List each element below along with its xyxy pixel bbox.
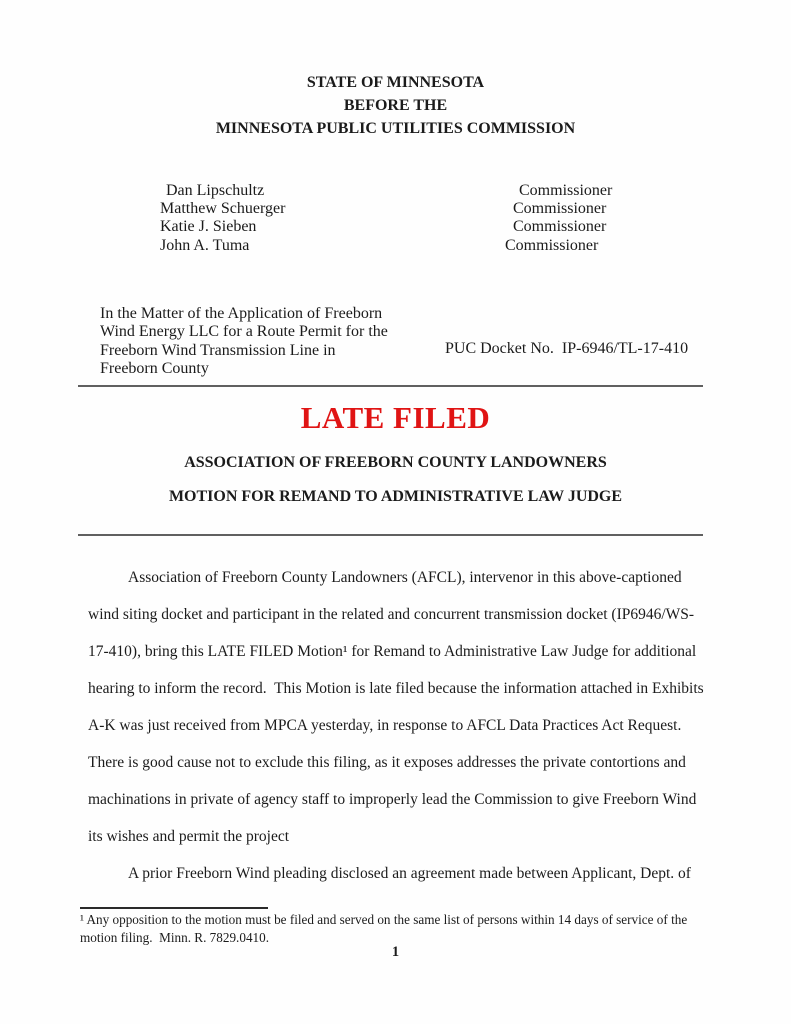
body-line: wind siting docket and participant in the related and concurrent transmission docket (IP6946/WS- bbox=[88, 606, 695, 623]
caption-line: Wind Energy LLC for a Route Permit for the bbox=[100, 323, 388, 341]
commissioner-name: John A. Tuma bbox=[160, 236, 250, 254]
case-caption bbox=[100, 305, 430, 378]
footnote-line: motion filing. Minn. R. 7829.0410. bbox=[80, 929, 270, 945]
footnote-line: ¹ Any opposition to the motion must be filed and served on the same list of persons within 14 days of service of the bbox=[80, 912, 688, 927]
court-header-line1: STATE OF MINNESOTA bbox=[306, 74, 485, 91]
commissioner-list bbox=[160, 182, 640, 255]
filing-party-title: ASSOCIATION OF FREEBORN COUNTY LANDOWNERS bbox=[184, 454, 607, 471]
docket-number: PUC Docket No. IP-6946/TL-17-410 bbox=[445, 340, 689, 357]
body-line: A prior Freeborn Wind pleading disclosed an agreement made between Applicant, Dept. of bbox=[128, 865, 691, 882]
commissioner-title: Commissioner bbox=[513, 218, 607, 236]
commissioner-title: Commissioner bbox=[505, 236, 599, 254]
footnote-separator bbox=[80, 907, 268, 909]
court-header-line2: BEFORE THE bbox=[343, 97, 448, 114]
motion-body bbox=[88, 559, 708, 892]
commissioner-name: Katie J. Sieben bbox=[160, 218, 257, 236]
body-line: hearing to inform the record. This Motion is late filed because the information attached in Exhibits bbox=[88, 680, 704, 697]
commissioner-title: Commissioner bbox=[519, 182, 613, 199]
body-line: machinations in private of agency staff to improperly lead the Commission to give Freeborn Wind bbox=[88, 791, 697, 808]
caption-line: Freeborn County bbox=[100, 359, 209, 377]
commissioner-row bbox=[160, 218, 640, 236]
late-filed-stamp: LATE FILED bbox=[300, 400, 491, 435]
commissioner-title: Commissioner bbox=[513, 200, 607, 218]
commissioner-row bbox=[160, 200, 640, 218]
body-line: 17-410), bring this LATE FILED Motion¹ for Remand to Administrative Law Judge for additional bbox=[88, 643, 697, 660]
page-number: 1 bbox=[391, 944, 400, 960]
commissioner-row bbox=[160, 182, 640, 200]
body-line: Association of Freeborn County Landowners (AFCL), intervenor in this above-captioned bbox=[128, 569, 682, 586]
court-header-line3: MINNESOTA PUBLIC UTILITIES COMMISSION bbox=[215, 120, 576, 137]
divider-rule-bottom bbox=[78, 534, 703, 536]
body-line: A-K was just received from MPCA yesterday, in response to AFCL Data Practices Act Request. bbox=[88, 717, 682, 734]
caption-line: In the Matter of the Application of Freeborn bbox=[100, 305, 383, 322]
commissioner-name: Dan Lipschultz bbox=[166, 182, 265, 199]
divider-rule-top bbox=[78, 385, 703, 387]
court-header bbox=[0, 71, 791, 140]
commissioner-row bbox=[160, 237, 640, 255]
body-line: There is good cause not to exclude this filing, as it exposes addresses the private contortions and bbox=[88, 754, 686, 771]
motion-title: MOTION FOR REMAND TO ADMINISTRATIVE LAW JUDGE bbox=[168, 488, 623, 505]
commissioner-name: Matthew Schuerger bbox=[160, 200, 286, 218]
body-line: its wishes and permit the project bbox=[88, 828, 290, 845]
footnote bbox=[80, 911, 725, 946]
caption-line: Freeborn Wind Transmission Line in bbox=[100, 341, 336, 359]
